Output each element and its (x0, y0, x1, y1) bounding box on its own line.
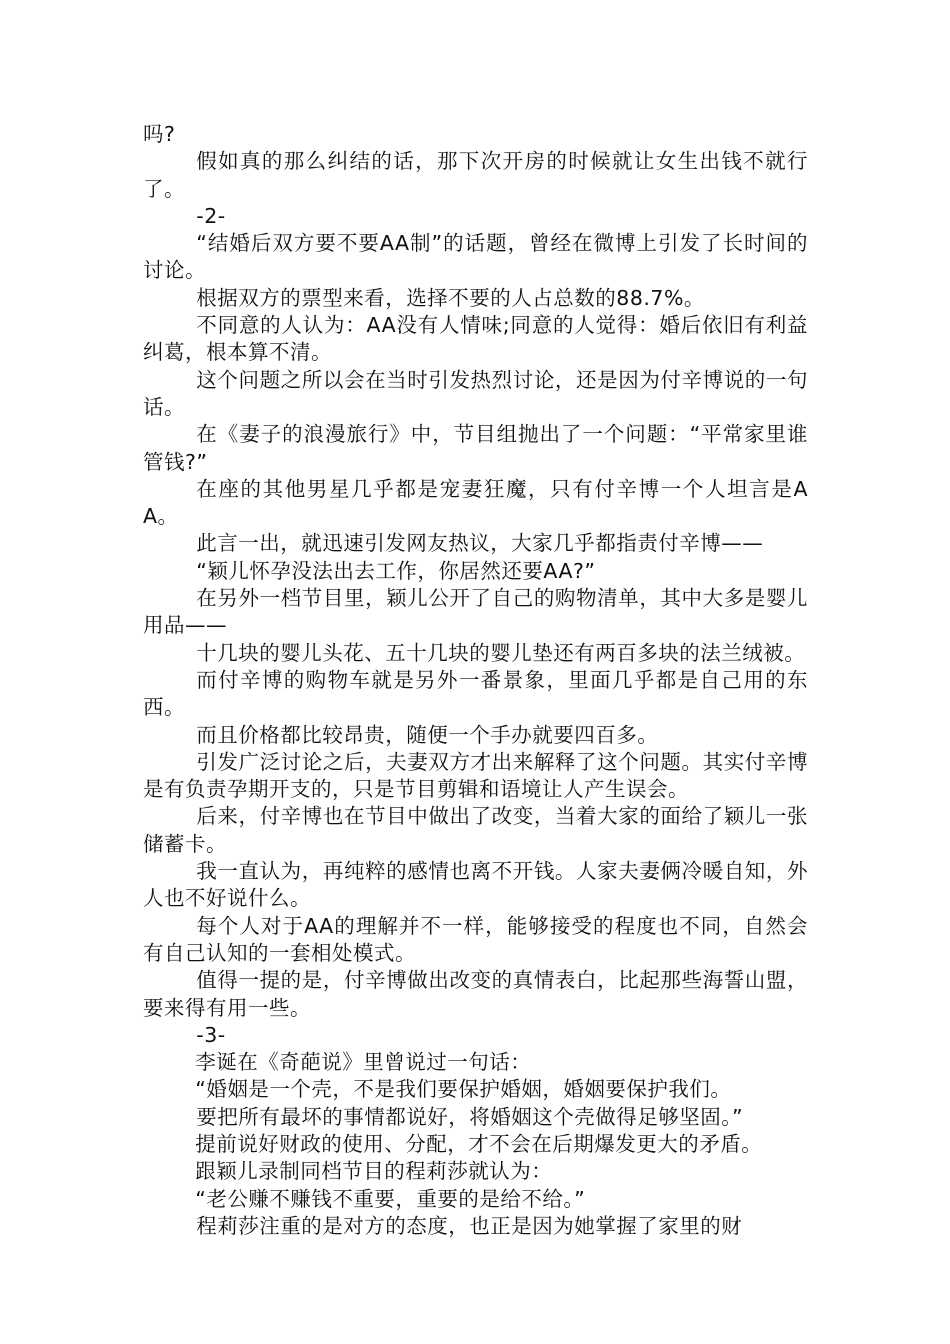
paragraph: 我一直认为，再纯粹的感情也离不开钱。人家夫妻俩冷暖自知，外人也不好说什么。 (143, 859, 808, 911)
paragraph: “颖儿怀孕没法出去工作，你居然还要AA?” (196, 558, 596, 583)
paragraph: “婚姻是一个壳，不是我们要保护婚姻，婚姻要保护我们。 (195, 1077, 732, 1102)
paragraph: 在另外一档节目里，颖儿公开了自己的购物清单，其中大多是婴儿用品—— (143, 586, 808, 638)
paragraph: 十几块的婴儿头花、五十几块的婴儿垫还有两百多块的法兰绒被。 (196, 640, 806, 665)
section-heading: -3- (196, 1022, 226, 1047)
paragraph: 根据双方的票型来看，选择不要的人占总数的88.7%。 (196, 285, 705, 310)
paragraph: 跟颖儿录制同档节目的程莉莎就认为： (195, 1159, 553, 1184)
paragraph: 程莉莎注重的是对方的态度，也正是因为她掌握了家里的财 (196, 1213, 743, 1238)
paragraph: 此言一出，就迅速引发网友热议，大家几乎都指责付辛博—— (196, 531, 764, 556)
paragraph: 而付辛博的购物车就是另外一番景象，里面几乎都是自己用的东西。 (143, 667, 808, 720)
paragraph: 假如真的那么纠结的话，那下次开房的时候就让女生出钱不就行了。 (143, 149, 808, 201)
paragraph: 每个人对于AA的理解并不一样，能够接受的程度也不同，自然会有自己认知的一套相处模式。 (143, 913, 808, 965)
paragraph: 吗? (143, 122, 176, 146)
article-body (143, 121, 808, 1240)
paragraph: 引发广泛讨论之后，夫妻双方才出来解释了这个问题。其实付辛博是有负责孕期开支的，只是节目剪辑和语境让人产生误会。 (143, 749, 808, 802)
paragraph: 在《妻子的浪漫旅行》中，节目组抛出了一个问题：“平常家里谁管钱?” (143, 422, 808, 474)
section-heading: -2- (196, 203, 226, 228)
paragraph: “老公赚不赚钱不重要，重要的是给不给。” (195, 1186, 586, 1211)
paragraph: 在座的其他男星几乎都是宠妻狂魔，只有付辛博一个人坦言是AA。 (143, 476, 808, 529)
paragraph: 值得一提的是，付辛博做出改变的真情表白，比起那些海誓山盟，要来得有用一些。 (143, 968, 808, 1020)
paragraph: “结婚后双方要不要AA制”的话题，曾经在微博上引发了长时间的讨论。 (143, 231, 808, 283)
paragraph: 李诞在《奇葩说》里曾说过一句话： (195, 1050, 532, 1075)
paragraph: 这个问题之所以会在当时引发热烈讨论，还是因为付辛博说的一句话。 (143, 367, 808, 419)
paragraph: 不同意的人认为：AA没有人情味;同意的人觉得：婚后依旧有利益纠葛，根本算不清。 (143, 313, 808, 365)
paragraph: 后来，付辛博也在节目中做出了改变，当着大家的面给了颖儿一张储蓄卡。 (143, 804, 808, 856)
paragraph: 要把所有最坏的事情都说好，将婚姻这个壳做得足够坚固。” (196, 1104, 744, 1129)
paragraph: 提前说好财政的使用、分配，才不会在后期爆发更大的矛盾。 (195, 1131, 763, 1156)
paragraph: 而且价格都比较昂贵，随便一个手办就要四百多。 (196, 722, 659, 747)
